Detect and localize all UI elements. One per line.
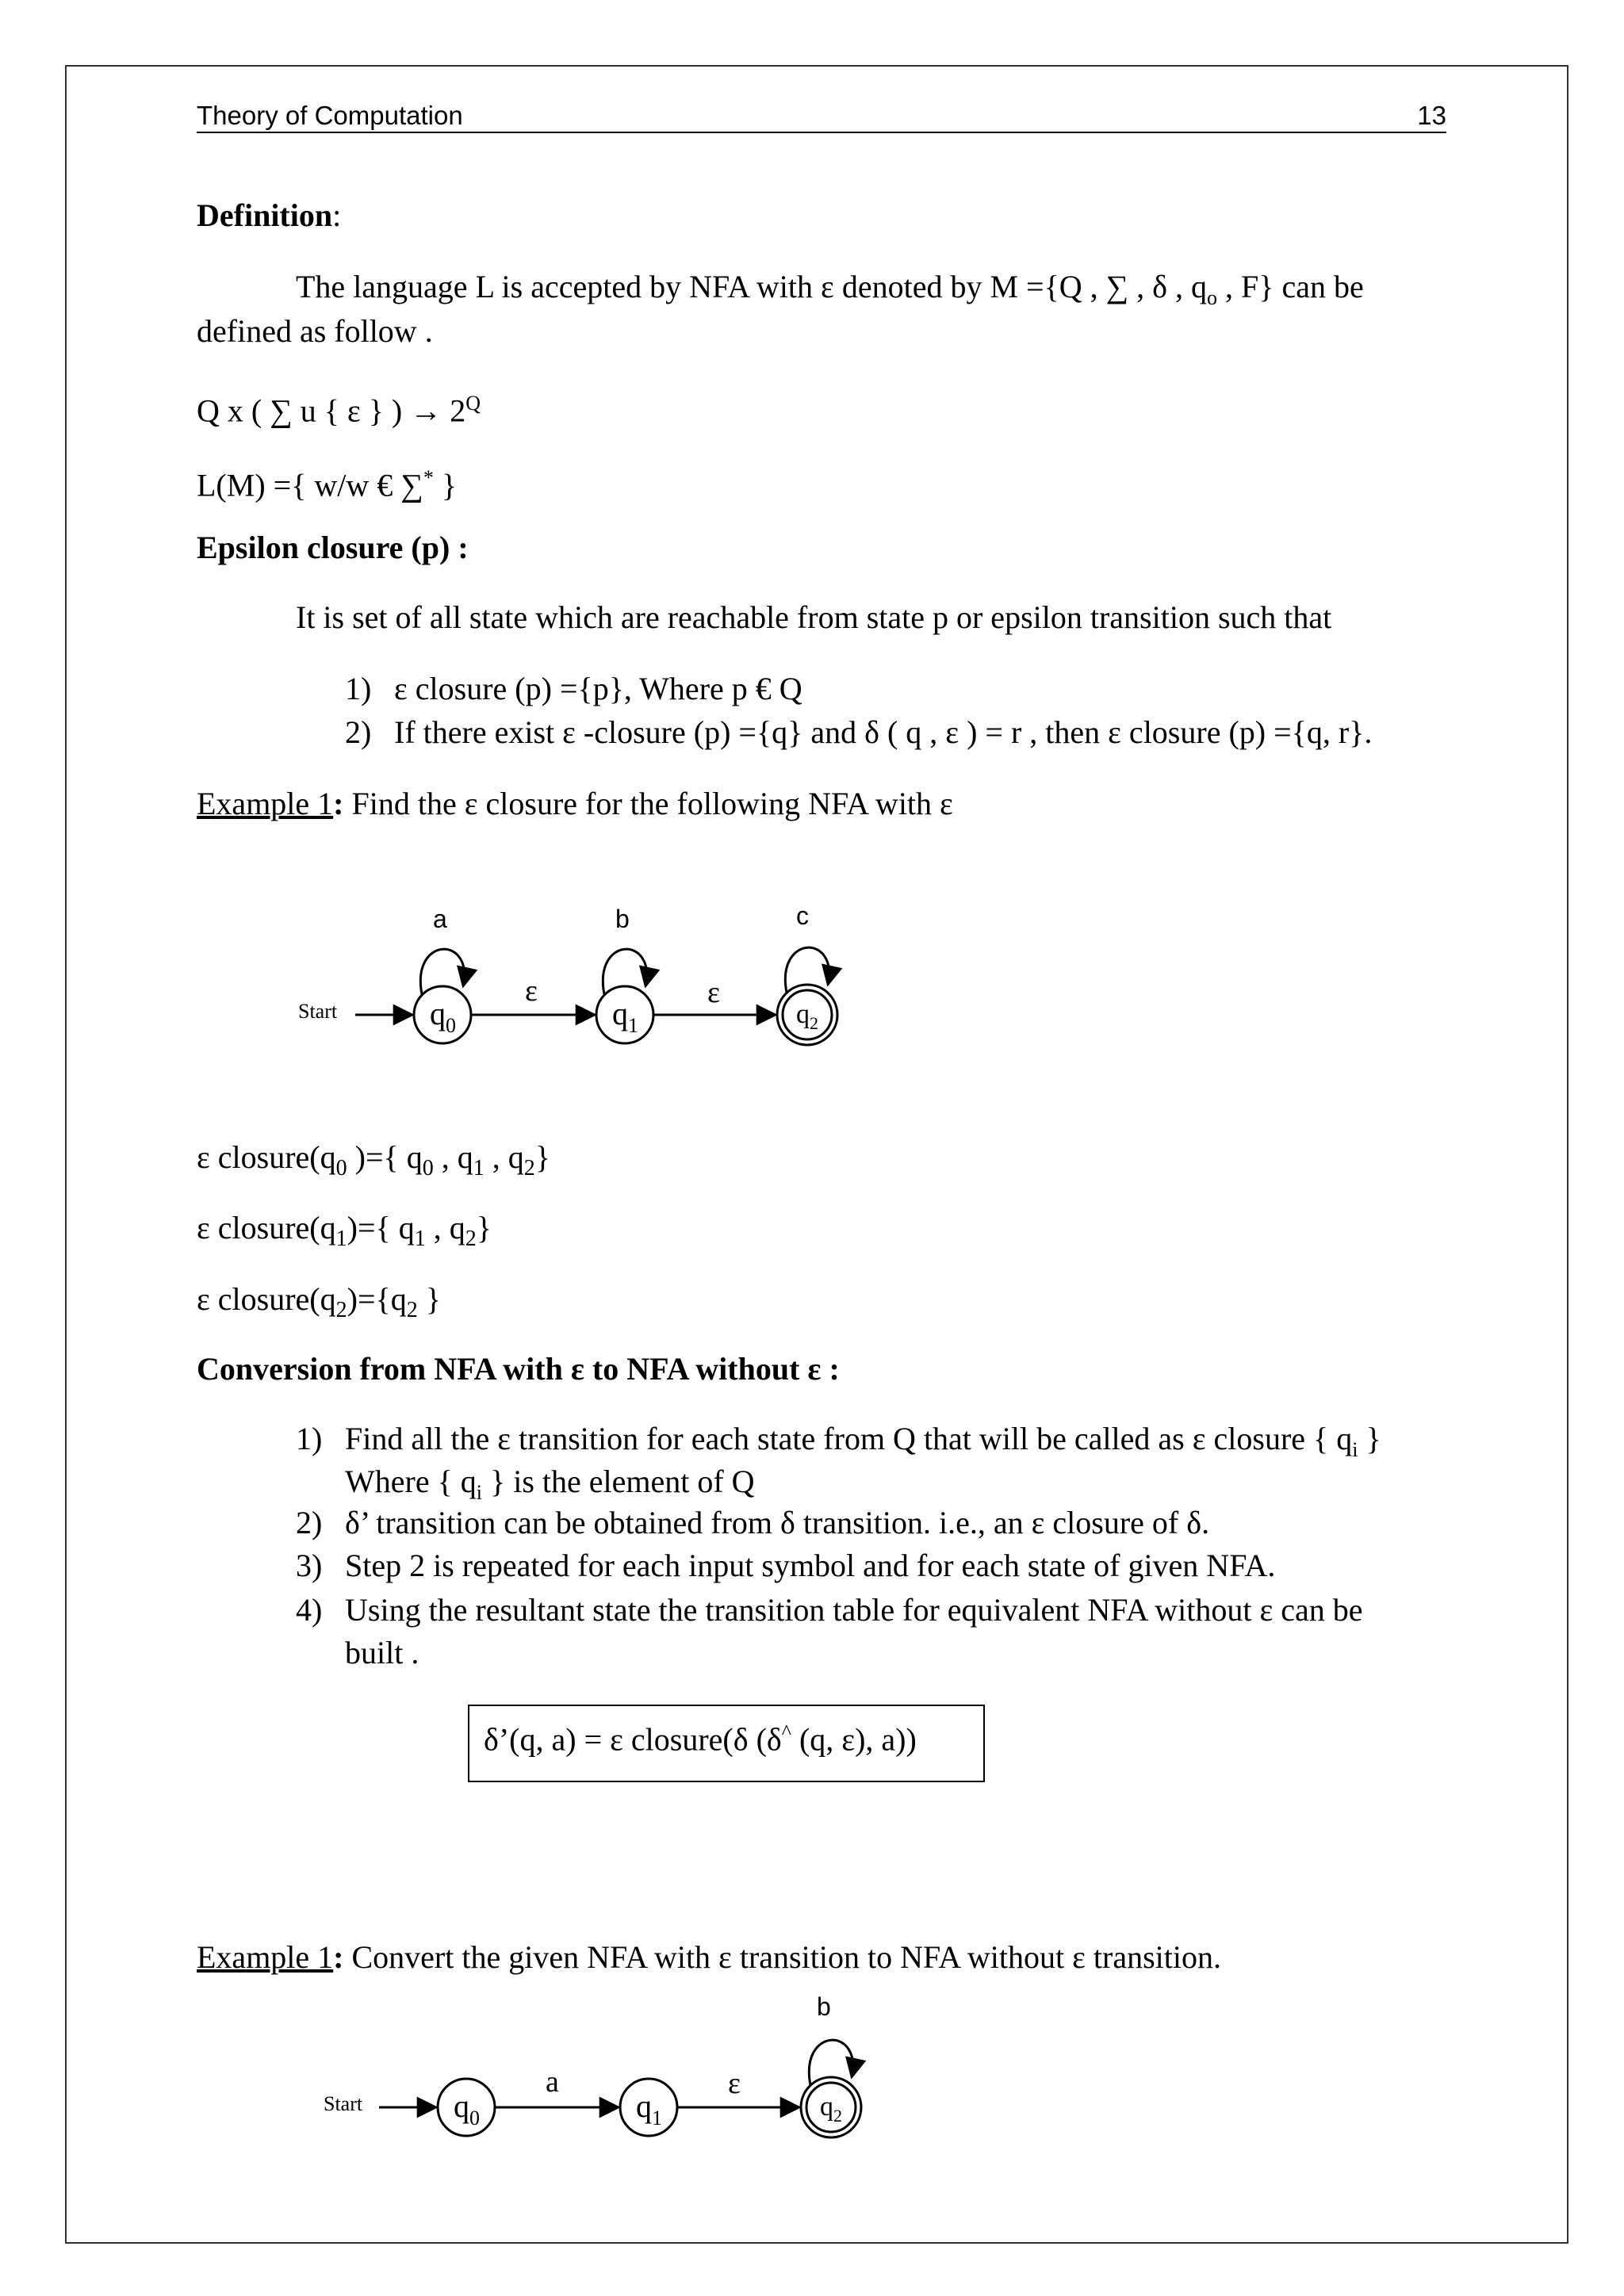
closure-result-q0: ε $closure(q_0$ )={ $q_0$ , $q_1$ , $q_2$}	[197, 1139, 550, 1181]
svg-text:q2: $q_2$	[796, 1000, 818, 1033]
conversion-step-2: 2) δ’ transition can be obtained from δ transition. i.e., an ε closure of δ.	[296, 1505, 1210, 1540]
loop-label-a: a	[433, 905, 447, 933]
conversion-step-3: 3) Step 2 is repeated for each input symbol and for each state of given NFA.	[296, 1548, 1276, 1583]
transition-mapping: Q x ( ∑ u { ε } ) → $2^Q$	[197, 392, 481, 429]
header-title: Theory of Computation	[197, 101, 463, 130]
page-number: 13	[1417, 101, 1446, 130]
nfa-diagram-1	[285, 888, 888, 1078]
example2-title: Example 1: Convert the given NFA with ε transition to NFA without ε transition.	[197, 1939, 1222, 1975]
definition-heading: Definition:	[197, 197, 342, 233]
loop-label-b: b	[615, 905, 630, 933]
edge-label-a: a	[546, 2065, 559, 2099]
epsilon-closure-intro: It is set of all state which are reachable from state p or epsilon transition such that	[296, 599, 1332, 635]
svg-text:q0: $q_0$	[454, 2088, 480, 2130]
conversion-step-1-cont: Where { $q_i$ } is the element of Q	[345, 1464, 755, 1504]
svg-text:q0: $q_0$	[430, 996, 456, 1037]
start-label: Start	[324, 2092, 363, 2115]
start-label: Start	[298, 1000, 338, 1023]
conversion-step-1: 1) Find all the ε transition for each state from Q that will be called as ε closure { $q_i$ }	[296, 1421, 1381, 1461]
conversion-step-4-cont: built .	[345, 1635, 419, 1670]
closure-rule-1: 1) ε closure (p) ={p}, Where p € Q	[345, 671, 802, 706]
edge-label-1: ε	[525, 974, 538, 1008]
closure-result-q2: ε $closure(q_2)=\{q_2$ }	[197, 1281, 441, 1322]
definition-line1: The language L is accepted by NFA with ε denoted by M ={Q , ∑ , δ , $q_o$ , F} can be	[296, 269, 1364, 309]
language-definition: L(M) ={ w/w € ∑* }	[197, 466, 458, 503]
svg-text:q1: $q_1$	[612, 996, 638, 1037]
page-header	[197, 100, 1446, 133]
closure-rule-2: 2) If there exist ε -closure (p) ={q} and δ ( q , ε ) = r , then ε closure (p) ={q, r}.	[345, 714, 1373, 750]
loop-label-c: c	[796, 901, 809, 930]
conversion-step-4: 4) Using the resultant state the transition table for equivalent NFA without ε can be	[296, 1592, 1363, 1628]
loop-label-b: b	[817, 1992, 831, 2021]
definition-line2: defined as follow .	[197, 313, 433, 349]
svg-text:q2: $q_2$	[820, 2092, 842, 2126]
edge-label-2: ε	[707, 976, 720, 1009]
example1-title: Example 1: Find the ε closure for the following NFA with ε	[197, 786, 953, 821]
closure-result-q1: ε $closure(q_1)=${ $q_1$ , $q_2$}	[197, 1210, 492, 1251]
conversion-heading: Conversion from NFA with ε to NFA without ε :	[197, 1351, 840, 1387]
epsilon-closure-heading: Epsilon closure (p) :	[197, 530, 469, 565]
nfa-diagram-2	[309, 1982, 896, 2172]
delta-prime-formula: δ’(q, a) = ε closure(δ (δ^ (q, ε), a))	[484, 1720, 917, 1758]
svg-text:q1: $q_1$	[636, 2088, 662, 2130]
edge-label-epsilon: ε	[728, 2067, 741, 2100]
